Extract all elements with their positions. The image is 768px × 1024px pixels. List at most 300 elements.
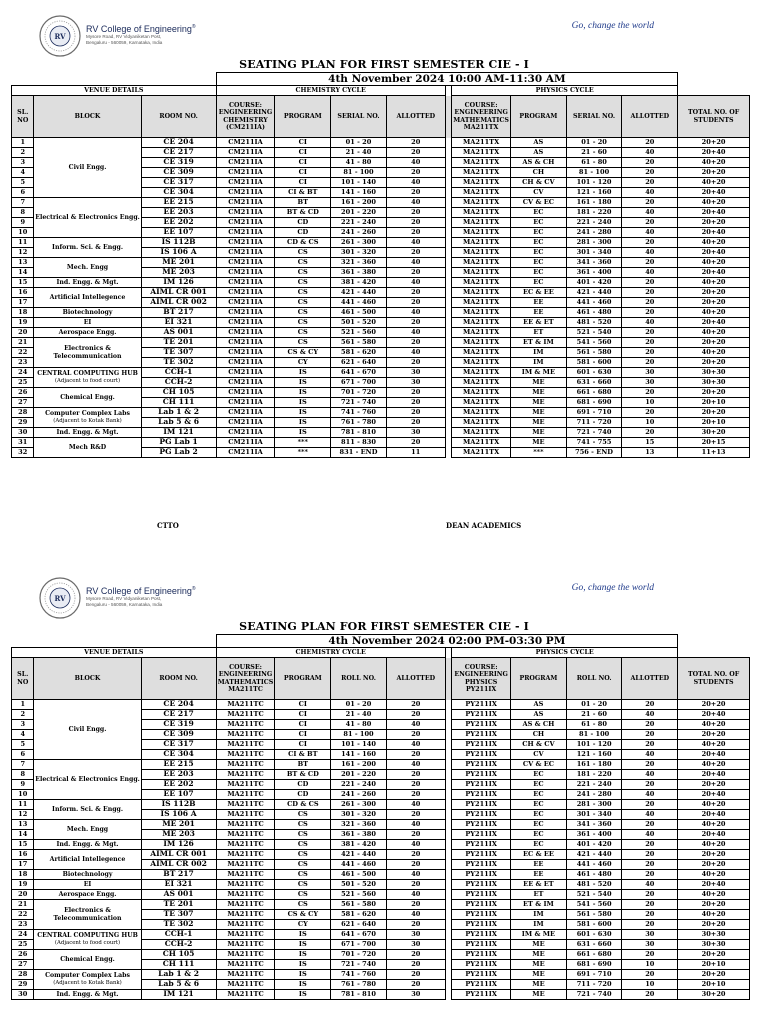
right-program-cell: ME xyxy=(511,408,567,418)
date-row xyxy=(12,73,750,86)
right-serial-cell: 361 - 400 xyxy=(566,268,622,278)
right-program-cell: CH & CV xyxy=(511,740,567,750)
table-row xyxy=(12,288,750,298)
total-students-cell: 40+20 xyxy=(678,800,750,810)
right-allotted-cell: 20 xyxy=(622,890,678,900)
left-serial-cell: 621 - 640 xyxy=(331,920,387,930)
right-program-cell: ET xyxy=(511,328,567,338)
physics-cycle-header: PHYSICS CYCLE xyxy=(452,86,678,96)
left-allotted-cell: 20 xyxy=(386,188,445,198)
left-serial-cell: 241 - 260 xyxy=(331,790,387,800)
blank-cell xyxy=(678,86,750,96)
left-allotted-cell: 20 xyxy=(386,148,445,158)
left-course-cell: MA211TC xyxy=(216,840,275,850)
left-program-cell: CI xyxy=(275,740,331,750)
right-program-cell: AS & CH xyxy=(511,158,567,168)
right-allotted-cell: 20 xyxy=(622,730,678,740)
block-cell xyxy=(34,368,141,388)
right-serial-cell: 601 - 630 xyxy=(566,368,622,378)
right-serial-cell: 401 - 420 xyxy=(566,840,622,850)
room-no-cell: CE 217 xyxy=(141,710,216,720)
room-no-cell: TE 302 xyxy=(141,358,216,368)
sl-no-cell: 12 xyxy=(12,248,34,258)
right-serial-cell: 541 - 560 xyxy=(566,900,622,910)
right-course-cell: PY211IX xyxy=(452,840,511,850)
right-course-cell: PY211IX xyxy=(452,850,511,860)
left-program-cell: CS xyxy=(275,840,331,850)
left-allotted-cell: 20 xyxy=(386,980,445,990)
exam-date-time: 4th November 2024 10:00 AM-11:30 AM xyxy=(216,73,678,86)
block-cell xyxy=(34,850,141,870)
left-serial-cell: 581 - 620 xyxy=(331,348,387,358)
total-students-cell: 20+10 xyxy=(678,960,750,970)
sl-no-cell: 30 xyxy=(12,428,34,438)
block-name: Electrical & Electronics Engg. xyxy=(35,775,140,783)
room-no-cell: TE 201 xyxy=(141,900,216,910)
left-serial-cell: 41 - 80 xyxy=(331,720,387,730)
total-students-cell: 20+20 xyxy=(678,950,750,960)
total-students-cell: 20+40 xyxy=(678,188,750,198)
right-program-cell: ME xyxy=(511,990,567,1000)
block-cell xyxy=(34,880,141,890)
right-course-cell: MA211TX xyxy=(452,408,511,418)
left-program-cell: IS xyxy=(275,970,331,980)
left-serial-cell: 381 - 420 xyxy=(331,278,387,288)
right-course-cell: MA211TX xyxy=(452,278,511,288)
table-row xyxy=(12,428,750,438)
right-course-cell: MA211TX xyxy=(452,318,511,328)
left-program-cell: *** xyxy=(275,448,331,458)
left-allotted-cell: 20 xyxy=(386,880,445,890)
left-course-cell: MA211TC xyxy=(216,980,275,990)
right-program-cell: EC xyxy=(511,238,567,248)
left-program-cell: IS xyxy=(275,930,331,940)
left-serial-cell: 141 - 160 xyxy=(331,750,387,760)
right-course-cell: MA211TX xyxy=(452,428,511,438)
right-allotted-cell: 40 xyxy=(622,228,678,238)
room-no-cell: EE 203 xyxy=(141,770,216,780)
left-serial-cell: 361 - 380 xyxy=(331,268,387,278)
column-header-row xyxy=(12,658,750,700)
left-allotted-cell: 40 xyxy=(386,820,445,830)
sl-no-cell: 26 xyxy=(12,388,34,398)
right-allotted-cell: 20 xyxy=(622,920,678,930)
left-serial-cell: 671 - 700 xyxy=(331,378,387,388)
left-course-header: COURSE: ENGINEERING MATHEMATICS MA211TC xyxy=(216,658,275,700)
left-program-cell: CS xyxy=(275,880,331,890)
left-serial-cell: 421 - 440 xyxy=(331,850,387,860)
right-program-cell: IM xyxy=(511,348,567,358)
sl-no-cell: 9 xyxy=(12,218,34,228)
right-serial-cell: 711 - 720 xyxy=(566,980,622,990)
left-course-cell: CM211IA xyxy=(216,428,275,438)
right-course-cell: MA211TX xyxy=(452,248,511,258)
left-serial-cell: 301 - 320 xyxy=(331,248,387,258)
right-allotted-cell: 20 xyxy=(622,158,678,168)
total-students-cell: 20+20 xyxy=(678,138,750,148)
right-program-cell: EC xyxy=(511,258,567,268)
left-serial-cell: 01 - 20 xyxy=(331,138,387,148)
left-serial-cell: 141 - 160 xyxy=(331,188,387,198)
left-allotted-cell: 40 xyxy=(386,258,445,268)
sl-no-cell: 13 xyxy=(12,258,34,268)
total-students-cell: 20+20 xyxy=(678,218,750,228)
right-allotted-cell: 40 xyxy=(622,248,678,258)
sl-no-cell: 28 xyxy=(12,970,34,980)
right-program-cell: ME xyxy=(511,980,567,990)
block-cell xyxy=(34,970,141,990)
room-no-cell: ME 203 xyxy=(141,268,216,278)
left-allotted-cell: 40 xyxy=(386,198,445,208)
left-serial-cell: 811 - 830 xyxy=(331,438,387,448)
sl-no-cell: 21 xyxy=(12,900,34,910)
room-no-cell: CH 105 xyxy=(141,950,216,960)
left-allotted-cell: 20 xyxy=(386,228,445,238)
left-allotted-cell: 20 xyxy=(386,218,445,228)
left-course-cell: CM211IA xyxy=(216,148,275,158)
left-allotted-cell: 20 xyxy=(386,338,445,348)
left-course-cell: MA211TC xyxy=(216,830,275,840)
right-serial-cell: 681 - 690 xyxy=(566,398,622,408)
left-program-cell: CS xyxy=(275,278,331,288)
block-name: Ind. Engg. & Mgt. xyxy=(56,990,119,998)
table-row xyxy=(12,438,750,448)
right-allotted-cell: 20 xyxy=(622,198,678,208)
right-allotted-cell: 20 xyxy=(622,218,678,228)
right-serial-cell: 421 - 440 xyxy=(566,288,622,298)
left-program-cell: CI xyxy=(275,148,331,158)
left-course-cell: MA211TC xyxy=(216,950,275,960)
right-course-cell: MA211TX xyxy=(452,348,511,358)
room-no-cell: ME 201 xyxy=(141,820,216,830)
left-program-cell: CI & BT xyxy=(275,188,331,198)
sl-no-cell: 4 xyxy=(12,168,34,178)
left-serial-header: ROLL NO. xyxy=(331,658,387,700)
date-row xyxy=(12,635,750,648)
block-cell xyxy=(34,318,141,328)
right-course-cell: MA211TX xyxy=(452,198,511,208)
room-no-cell: EE 215 xyxy=(141,760,216,770)
total-students-cell: 20+40 xyxy=(678,248,750,258)
block-cell xyxy=(34,800,141,820)
total-students-cell: 20+20 xyxy=(678,288,750,298)
left-allotted-cell: 20 xyxy=(386,950,445,960)
left-allotted-cell: 30 xyxy=(386,990,445,1000)
left-program-cell: CI xyxy=(275,158,331,168)
venue-details-header: VENUE DETAILS xyxy=(12,648,217,658)
left-course-cell: MA211TC xyxy=(216,730,275,740)
left-program-cell: CS & CY xyxy=(275,348,331,358)
table-row xyxy=(12,870,750,880)
block-name: Electronics & Telecommunication xyxy=(53,345,122,360)
left-course-cell: MA211TC xyxy=(216,970,275,980)
right-program-cell: ET & IM xyxy=(511,900,567,910)
right-serial-cell: 61 - 80 xyxy=(566,720,622,730)
left-serial-cell: 81 - 100 xyxy=(331,168,387,178)
left-course-cell: MA211TC xyxy=(216,740,275,750)
left-course-cell: MA211TC xyxy=(216,890,275,900)
left-serial-cell: 741 - 760 xyxy=(331,408,387,418)
left-allotted-cell: 40 xyxy=(386,308,445,318)
college-name xyxy=(86,586,196,596)
room-no-cell: EE 202 xyxy=(141,218,216,228)
right-course-cell: MA211TX xyxy=(452,438,511,448)
left-serial-cell: 561 - 580 xyxy=(331,338,387,348)
sl-no-cell: 16 xyxy=(12,288,34,298)
total-students-cell: 20+10 xyxy=(678,398,750,408)
room-no-cell: CE 309 xyxy=(141,730,216,740)
table-row xyxy=(12,930,750,940)
block-cell xyxy=(34,288,141,308)
left-course-cell: CM211IA xyxy=(216,308,275,318)
left-course-cell: CM211IA xyxy=(216,298,275,308)
total-students-cell: 40+20 xyxy=(678,258,750,268)
right-course-cell: PY211IX xyxy=(452,860,511,870)
chemistry-cycle-header: CHEMISTRY CYCLE xyxy=(216,648,445,658)
total-students-cell: 40+20 xyxy=(678,870,750,880)
college-tagline: Go, change the world xyxy=(571,21,654,31)
room-no-cell: Lab 5 & 6 xyxy=(141,418,216,428)
block-name: Civil Engg. xyxy=(68,725,107,733)
right-serial-cell: 756 - END xyxy=(566,448,622,458)
right-program-cell: EC xyxy=(511,820,567,830)
left-program-cell: CD & CS xyxy=(275,238,331,248)
sl-no-cell: 25 xyxy=(12,378,34,388)
sl-no-cell: 9 xyxy=(12,780,34,790)
left-serial-cell: 521 - 560 xyxy=(331,328,387,338)
section-row xyxy=(12,648,750,658)
right-allotted-cell: 20 xyxy=(622,850,678,860)
left-serial-cell: 831 - END xyxy=(331,448,387,458)
left-allotted-cell: 20 xyxy=(386,358,445,368)
left-allotted-cell: 20 xyxy=(386,710,445,720)
table-row xyxy=(12,278,750,288)
left-allotted-cell: 20 xyxy=(386,730,445,740)
right-program-header: PROGRAM xyxy=(511,658,567,700)
right-serial-cell: 221 - 240 xyxy=(566,218,622,228)
right-allotted-cell: 30 xyxy=(622,930,678,940)
right-allotted-cell: 40 xyxy=(622,830,678,840)
left-serial-cell: 501 - 520 xyxy=(331,880,387,890)
right-serial-cell: 301 - 340 xyxy=(566,248,622,258)
right-allotted-cell: 40 xyxy=(622,208,678,218)
right-allotted-cell: 20 xyxy=(622,308,678,318)
left-allotted-cell: 40 xyxy=(386,178,445,188)
left-allotted-cell: 40 xyxy=(386,910,445,920)
right-program-cell: EC & EE xyxy=(511,850,567,860)
right-allotted-cell: 20 xyxy=(622,950,678,960)
left-allotted-cell: 40 xyxy=(386,278,445,288)
right-serial-cell: 401 - 420 xyxy=(566,278,622,288)
right-serial-cell: 711 - 720 xyxy=(566,418,622,428)
right-program-cell: EC xyxy=(511,790,567,800)
college-name-text: RV College of Engineering xyxy=(86,24,192,34)
right-course-cell: PY211IX xyxy=(452,730,511,740)
left-program-cell: IS xyxy=(275,408,331,418)
table-row xyxy=(12,408,750,418)
left-program-cell: CI xyxy=(275,730,331,740)
right-program-cell: CH xyxy=(511,730,567,740)
left-program-cell: CS xyxy=(275,308,331,318)
left-program-cell: CS xyxy=(275,820,331,830)
college-name-text: RV College of Engineering xyxy=(86,586,192,596)
right-allotted-cell: 20 xyxy=(622,910,678,920)
room-no-cell: CH 111 xyxy=(141,398,216,408)
right-program-cell: ME xyxy=(511,398,567,408)
block-name: Inform. Sci. & Engg. xyxy=(52,805,124,813)
left-allotted-cell: 30 xyxy=(386,940,445,950)
sl-no-cell: 28 xyxy=(12,408,34,418)
sl-no-cell: 19 xyxy=(12,880,34,890)
left-allotted-cell: 40 xyxy=(386,760,445,770)
left-serial-cell: 701 - 720 xyxy=(331,950,387,960)
right-allotted-cell: 20 xyxy=(622,328,678,338)
left-program-cell: CD xyxy=(275,228,331,238)
right-program-cell: AS & CH xyxy=(511,720,567,730)
left-program-cell: BT xyxy=(275,198,331,208)
left-program-cell: *** xyxy=(275,438,331,448)
left-program-cell: CS xyxy=(275,338,331,348)
left-course-cell: MA211TC xyxy=(216,810,275,820)
right-course-cell: PY211IX xyxy=(452,710,511,720)
sl-no-cell: 27 xyxy=(12,960,34,970)
right-serial-cell: 21 - 60 xyxy=(566,710,622,720)
left-program-cell: IS xyxy=(275,950,331,960)
right-serial-cell: 481 - 520 xyxy=(566,318,622,328)
room-no-cell: TE 302 xyxy=(141,920,216,930)
right-program-cell: EC & EE xyxy=(511,288,567,298)
left-allotted-cell: 20 xyxy=(386,168,445,178)
left-serial-cell: 461 - 500 xyxy=(331,308,387,318)
right-course-cell: PY211IX xyxy=(452,720,511,730)
right-course-cell: MA211TX xyxy=(452,138,511,148)
right-allotted-cell: 20 xyxy=(622,338,678,348)
right-course-cell: MA211TX xyxy=(452,398,511,408)
right-program-cell: EE xyxy=(511,870,567,880)
room-no-cell: CH 111 xyxy=(141,960,216,970)
right-allotted-cell: 20 xyxy=(622,780,678,790)
block-header: BLOCK xyxy=(34,658,141,700)
sl-no-cell: 30 xyxy=(12,990,34,1000)
total-students-cell: 30+30 xyxy=(678,940,750,950)
left-program-header: PROGRAM xyxy=(275,658,331,700)
right-allotted-cell: 20 xyxy=(622,860,678,870)
right-allotted-cell: 30 xyxy=(622,368,678,378)
right-serial-cell: 81 - 100 xyxy=(566,168,622,178)
left-allotted-cell: 20 xyxy=(386,700,445,710)
left-program-cell: CS xyxy=(275,258,331,268)
left-course-cell: MA211TC xyxy=(216,820,275,830)
right-course-cell: PY211IX xyxy=(452,740,511,750)
right-course-header: COURSE: ENGINEERING MATHEMATICS MA211TX xyxy=(452,96,511,138)
room-no-cell: IS 112B xyxy=(141,238,216,248)
right-course-cell: MA211TX xyxy=(452,448,511,458)
right-serial-cell: 461 - 480 xyxy=(566,870,622,880)
left-serial-cell: 721 - 740 xyxy=(331,398,387,408)
room-no-cell: IM 121 xyxy=(141,990,216,1000)
right-serial-cell: 241 - 280 xyxy=(566,228,622,238)
left-course-cell: CM211IA xyxy=(216,278,275,288)
total-students-cell: 30+30 xyxy=(678,930,750,940)
right-allotted-cell: 20 xyxy=(622,740,678,750)
sl-no-cell: 1 xyxy=(12,700,34,710)
left-serial-cell: 21 - 40 xyxy=(331,148,387,158)
left-allotted-cell: 40 xyxy=(386,840,445,850)
left-allotted-cell: 40 xyxy=(386,238,445,248)
left-program-cell: CS xyxy=(275,850,331,860)
table-row xyxy=(12,760,750,770)
right-serial-cell: 341 - 360 xyxy=(566,820,622,830)
left-allotted-cell: 20 xyxy=(386,318,445,328)
left-program-cell: CI xyxy=(275,138,331,148)
total-students-cell: 20+40 xyxy=(678,750,750,760)
right-allotted-cell: 20 xyxy=(622,278,678,288)
sl-no-cell: 7 xyxy=(12,198,34,208)
left-course-cell: MA211TC xyxy=(216,720,275,730)
block-name: CENTRAL COMPUTING HUB xyxy=(37,370,138,378)
left-serial-cell: 641 - 670 xyxy=(331,368,387,378)
right-course-cell: MA211TX xyxy=(452,258,511,268)
left-program-cell: CI xyxy=(275,720,331,730)
sl-no-cell: 22 xyxy=(12,348,34,358)
block-cell xyxy=(34,760,141,800)
table-row xyxy=(12,850,750,860)
total-students-cell: 20+10 xyxy=(678,980,750,990)
left-program-cell: CS xyxy=(275,870,331,880)
room-no-header: ROOM NO. xyxy=(141,658,216,700)
left-serial-cell: 161 - 200 xyxy=(331,760,387,770)
left-course-cell: MA211TC xyxy=(216,800,275,810)
right-program-cell: EC xyxy=(511,810,567,820)
left-allotted-cell: 11 xyxy=(386,448,445,458)
room-no-cell: EI 321 xyxy=(141,318,216,328)
left-course-cell: CM211IA xyxy=(216,398,275,408)
room-no-cell: EE 203 xyxy=(141,208,216,218)
left-program-cell: IS xyxy=(275,368,331,378)
left-serial-cell: 321 - 360 xyxy=(331,258,387,268)
right-allotted-cell: 20 xyxy=(622,800,678,810)
total-students-cell: 40+20 xyxy=(678,328,750,338)
page-title: SEATING PLAN FOR FIRST SEMESTER CIE - I xyxy=(239,620,529,633)
left-program-cell: IS xyxy=(275,418,331,428)
right-allotted-header: ALLOTTED xyxy=(622,96,678,138)
left-serial-cell: 201 - 220 xyxy=(331,208,387,218)
registered-mark: ® xyxy=(191,24,196,30)
left-allotted-cell: 30 xyxy=(386,930,445,940)
left-course-cell: MA211TC xyxy=(216,920,275,930)
room-no-cell: EE 202 xyxy=(141,780,216,790)
right-program-cell: ME xyxy=(511,378,567,388)
right-allotted-cell: 20 xyxy=(622,870,678,880)
left-serial-cell: 581 - 620 xyxy=(331,910,387,920)
room-no-cell: CE 204 xyxy=(141,138,216,148)
sl-no-cell: 14 xyxy=(12,268,34,278)
right-program-cell: EE xyxy=(511,860,567,870)
left-program-cell: IS xyxy=(275,398,331,408)
right-course-cell: PY211IX xyxy=(452,970,511,980)
right-course-cell: MA211TX xyxy=(452,268,511,278)
right-course-header: COURSE: ENGINEERING PHYSICS PY211IX xyxy=(452,658,511,700)
sl-no-cell: 8 xyxy=(12,770,34,780)
block-cell xyxy=(34,950,141,970)
block-cell xyxy=(34,198,141,238)
right-program-cell: AS xyxy=(511,148,567,158)
left-program-cell: CS xyxy=(275,298,331,308)
right-serial-cell: 101 - 120 xyxy=(566,740,622,750)
right-allotted-cell: 40 xyxy=(622,318,678,328)
left-serial-cell: 361 - 380 xyxy=(331,830,387,840)
left-allotted-cell: 30 xyxy=(386,368,445,378)
